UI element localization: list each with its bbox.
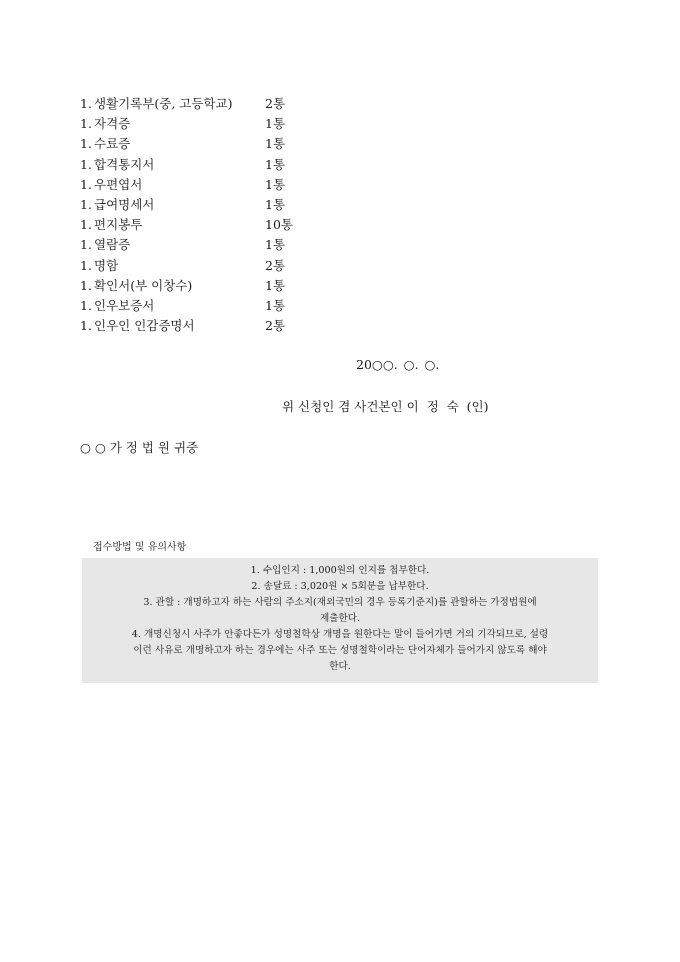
attachment-count: 1통: [265, 297, 286, 313]
attachment-name: 명함: [94, 257, 119, 273]
attachment-item: [80, 195, 380, 215]
attachment-number: 1.: [80, 136, 92, 152]
applicant-signature: 위 신청인 겸 사건본인 이 정 숙 (인): [282, 399, 489, 414]
attachment-number: 1.: [80, 257, 92, 273]
attachment-item: [80, 296, 380, 316]
attachment-number: 1.: [80, 96, 92, 111]
note-line: 이런 사유로 개명하고자 하는 경우에는 사주 또는 성명철학이라는 단어자체가 들어가지 않도록 해야: [133, 645, 547, 656]
attachment-item: [80, 215, 380, 235]
attachment-number: 1.: [80, 176, 92, 192]
attachment-count: 1통: [265, 237, 286, 253]
attachment-number: 1.: [80, 318, 92, 334]
attachment-name: 수료증: [94, 136, 131, 152]
attachment-count: 1통: [265, 156, 286, 172]
note-line: 3. 관할 : 개명하고자 하는 사람의 주소지(재외국민의 경우 등록기준지)를 관할하는 가정법원에: [143, 597, 537, 608]
note-line: 2. 송달료 : 3,020원 × 5회분을 납부한다.: [251, 581, 429, 592]
attachment-count: 1통: [265, 277, 286, 293]
attachment-name: 급여명세서: [94, 196, 155, 212]
note-line: 한다.: [329, 661, 351, 672]
attachment-number: 1.: [80, 237, 92, 253]
attachment-count: 1통: [265, 116, 286, 132]
attachment-item: [80, 94, 380, 114]
attachment-number: 1.: [80, 196, 92, 212]
attachment-count: 2통: [265, 257, 286, 273]
attachment-item: [80, 316, 380, 336]
court-addressee: ○ ○ 가 정 법 원 귀중: [80, 440, 199, 455]
attachment-count: 2통: [265, 96, 286, 111]
attachment-number: 1.: [80, 277, 92, 293]
attachment-count: 1통: [265, 176, 286, 192]
notes-title: 접수방법 및 유의사항: [93, 542, 187, 553]
filing-date: 20○○. ○. ○.: [356, 357, 440, 372]
attachment-name: 합격통지서: [94, 156, 155, 172]
attachment-item: [80, 256, 380, 276]
attachment-name: 열람증: [94, 237, 131, 253]
attachment-list: [80, 94, 380, 336]
note-line: 제출한다.: [319, 613, 361, 624]
notes-box: [82, 558, 598, 683]
attachment-name: 생활기록부(중, 고등학교): [94, 96, 233, 111]
attachment-number: 1.: [80, 297, 92, 313]
attachment-count: 1통: [265, 196, 286, 212]
attachment-count: 2통: [265, 318, 286, 334]
note-line: 1. 수입인지 : 1,000원의 인지를 첩부한다.: [250, 565, 430, 576]
attachment-number: 1.: [80, 217, 92, 233]
attachment-name: 우편엽서: [94, 176, 143, 192]
attachment-item: [80, 276, 380, 296]
attachment-name: 자격증: [94, 116, 131, 132]
attachment-item: [80, 114, 380, 134]
attachment-item: [80, 134, 380, 154]
attachment-number: 1.: [80, 156, 92, 172]
attachment-name: 인우보증서: [94, 297, 155, 313]
attachment-item: [80, 175, 380, 195]
attachment-number: 1.: [80, 116, 92, 132]
attachment-count: 1통: [265, 136, 286, 152]
attachment-name: 확인서(부 이창수): [94, 277, 193, 293]
note-line: 4. 개명신청시 사주가 안좋다든가 성명철학상 개명을 원한다는 말이 들어가면 거의 기각되므로, 설령: [131, 629, 549, 640]
attachment-count: 10통: [265, 217, 293, 233]
attachment-item: [80, 235, 380, 255]
attachment-name: 인우인 인감증명서: [94, 318, 195, 334]
attachment-name: 편지봉투: [94, 217, 143, 233]
attachment-item: [80, 155, 380, 175]
